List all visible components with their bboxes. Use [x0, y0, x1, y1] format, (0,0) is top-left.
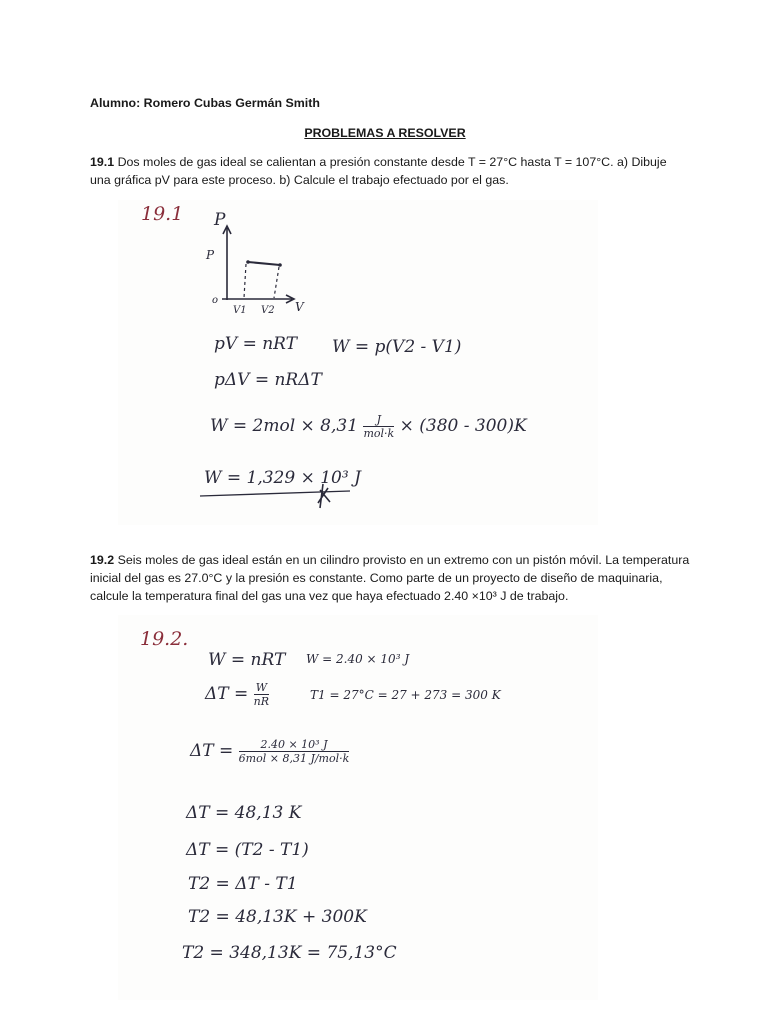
delta-t-fraction	[239, 738, 350, 765]
student-name: Alumno: Romero Cubas Germán Smith	[90, 96, 320, 110]
v1-dashed-line	[244, 264, 246, 298]
problem-number: 19.1	[90, 155, 115, 169]
fraction-numerator: W	[254, 681, 269, 695]
equation-ideal-gas: pV = nRT	[214, 334, 297, 354]
section-heading: PROBLEMAS A RESOLVER	[304, 126, 466, 140]
delta-t-left: ΔT =	[205, 684, 249, 704]
v2-dashed-line	[274, 267, 279, 298]
state-point-1	[246, 260, 250, 264]
delta-t-left: ΔT =	[190, 741, 234, 761]
work-substitution-right: × (380 - 300)K	[399, 416, 527, 436]
problem-number: 19.2	[90, 553, 115, 567]
result-underline-1	[200, 491, 350, 496]
fraction-denominator: 6mol × 8,31 J/mol·k	[238, 752, 350, 765]
graph-p-level-label: P	[206, 248, 215, 262]
problem-text: Seis moles de gas ideal están en un cilindro provisto en un extremo con un pistón móvil. La temperatura inicial del gas es 27.0°C y la presión es constante. Como parte de un proyecto de diseño de maquinaria, calcule la temperatura final del gas una vez que haya efectuado 2.40 ×10³ J de trabajo.	[90, 553, 690, 603]
work-result: W = 1,329 × 10³ J	[204, 468, 361, 488]
equation-t2-expression: T2 = ΔT - T1	[188, 874, 298, 894]
graph-v2-label: V2	[261, 305, 275, 316]
solution-label: 19.2.	[140, 628, 189, 650]
state-point-2	[278, 263, 282, 267]
equation-t2-substitution: T2 = 48,13K + 300K	[188, 907, 367, 927]
problem-text: Dos moles de gas ideal se calientan a presión constante desde T = 27°C hasta T = 107°C. a) Dibuje una gráfica pV para este proceso. b) Calcule el trabajo efectuado por el gas.	[90, 155, 667, 187]
graph-origin-label: o	[212, 295, 219, 306]
fraction-denominator: nR	[253, 695, 270, 708]
process-line	[248, 262, 280, 265]
delta-t-result: ΔT = 48,13 K	[186, 803, 302, 823]
graph-p-axis-label: P	[214, 210, 226, 230]
problem-19-2-statement	[90, 551, 690, 605]
graph-v1-label: V1	[233, 305, 247, 316]
fraction-denominator: mol·k	[363, 427, 395, 440]
initial-temperature: T1 = 27°C = 27 + 273 = 300 K	[310, 688, 501, 702]
work-substitution-left: W = 2mol × 8,31	[210, 416, 359, 436]
solution-label: 19.1	[141, 203, 184, 225]
unit-fraction	[363, 413, 394, 440]
final-temperature-result: T2 = 348,13K = 75,13°C	[182, 943, 397, 963]
equation-work-definition: W = p(V2 - V1)	[332, 337, 462, 357]
equation-delta-t-difference: ΔT = (T2 - T1)	[186, 840, 309, 860]
graph-v-axis-label: V	[295, 300, 304, 314]
given-work-value: W = 2.40 × 10³ J	[306, 652, 410, 666]
fraction-numerator: J	[363, 413, 394, 427]
equation-delta-t-substitution	[190, 738, 349, 765]
equation-p-delta-v: pΔV = nRΔT	[214, 370, 322, 390]
equation-work-substitution	[210, 413, 527, 440]
equation-work-nrt: W = nRT	[208, 650, 286, 670]
w-over-nr-fraction	[254, 681, 269, 708]
fraction-numerator: 2.40 × 10³ J	[239, 738, 350, 752]
equation-delta-t-formula	[205, 681, 269, 708]
